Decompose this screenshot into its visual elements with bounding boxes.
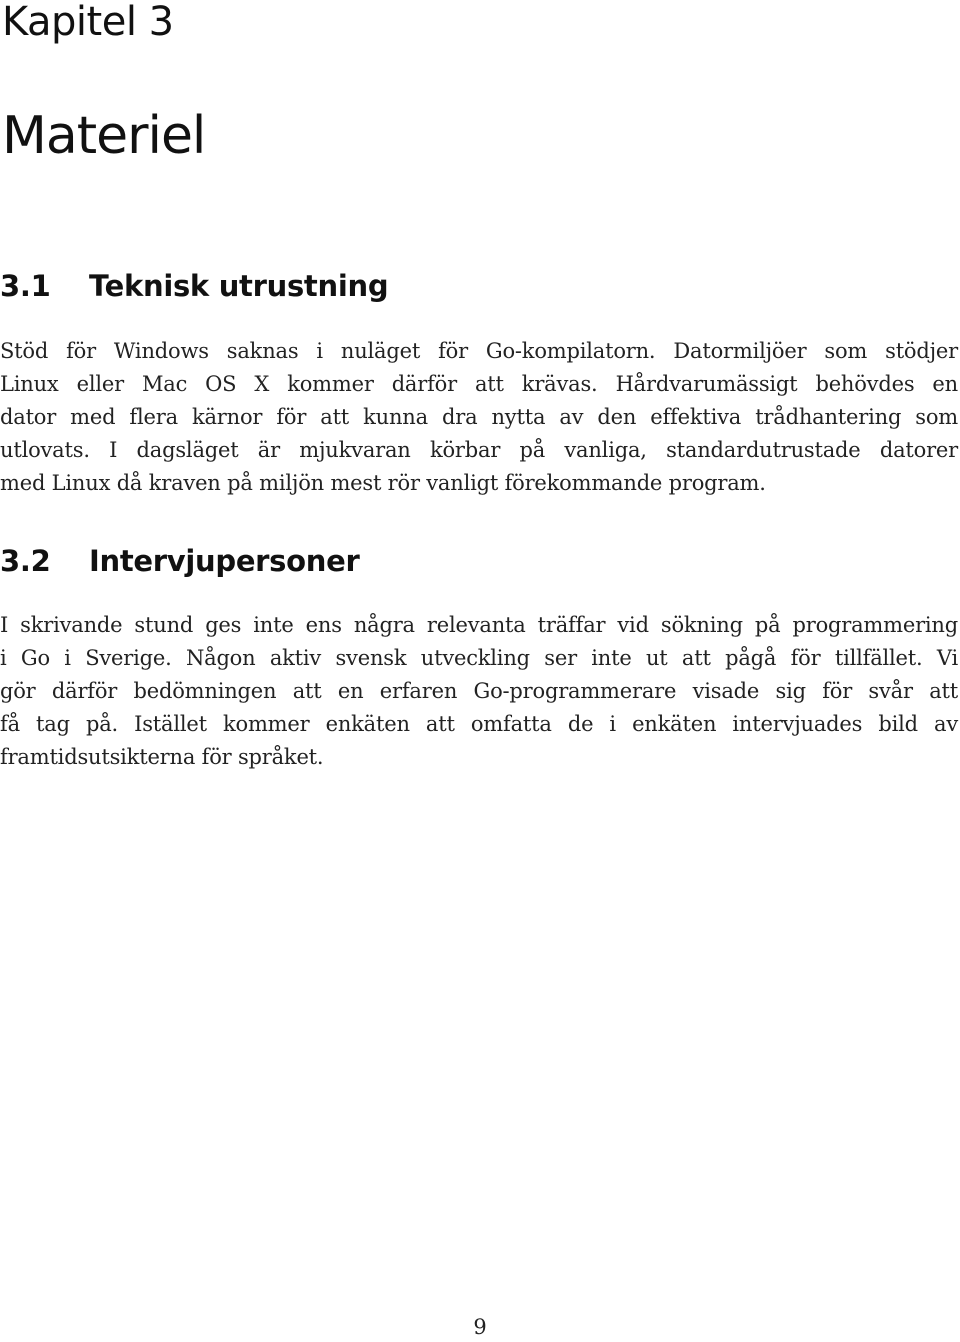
paragraph-line: få tag på. Istället kommer enkäten att omfatta de i enkäten intervjuades bild av [0, 712, 958, 736]
paragraph-intervjupersoner [0, 609, 958, 774]
paragraph-line: I skrivande stund ges inte ens några relevanta träffar vid sökning på programmering [0, 613, 958, 637]
section-title: Teknisk utrustning [89, 269, 389, 303]
paragraph-line: Linux eller Mac OS X kommer därför att krävas. Hårdvarumässigt behövdes en [0, 372, 958, 396]
paragraph-line: framtidsutsikterna för språket. [0, 745, 324, 769]
chapter-title: Materiel [2, 106, 206, 166]
paragraph-line: gör därför bedömningen att en erfaren Go-programmerare visade sig för svår att [0, 679, 958, 703]
paragraph-line: i Go i Sverige. Någon aktiv svensk utveckling ser inte ut att pågå för tillfället. Vi [0, 646, 958, 670]
section-number: 3.2 [0, 544, 51, 578]
paragraph-teknisk-utrustning [0, 335, 958, 500]
section-heading-intervjupersoner [0, 543, 360, 579]
chapter-label: Kapitel 3 [2, 0, 174, 45]
page-number: 9 [473, 1315, 487, 1339]
section-heading-teknisk-utrustning [0, 268, 388, 304]
paragraph-line: utlovats. I dagsläget är mjukvaran körbar på vanliga, standardutrustade datorer [0, 438, 958, 462]
section-number: 3.1 [0, 269, 51, 303]
paragraph-line: Stöd för Windows saknas i nuläget för Go-kompilatorn. Datormiljöer som stödjer [0, 339, 958, 363]
paragraph-line: dator med flera kärnor för att kunna dra nytta av den effektiva trådhantering som [0, 405, 958, 429]
section-title: Intervjupersoner [89, 544, 360, 578]
paragraph-line: med Linux då kraven på miljön mest rör vanligt förekommande program. [0, 471, 766, 495]
